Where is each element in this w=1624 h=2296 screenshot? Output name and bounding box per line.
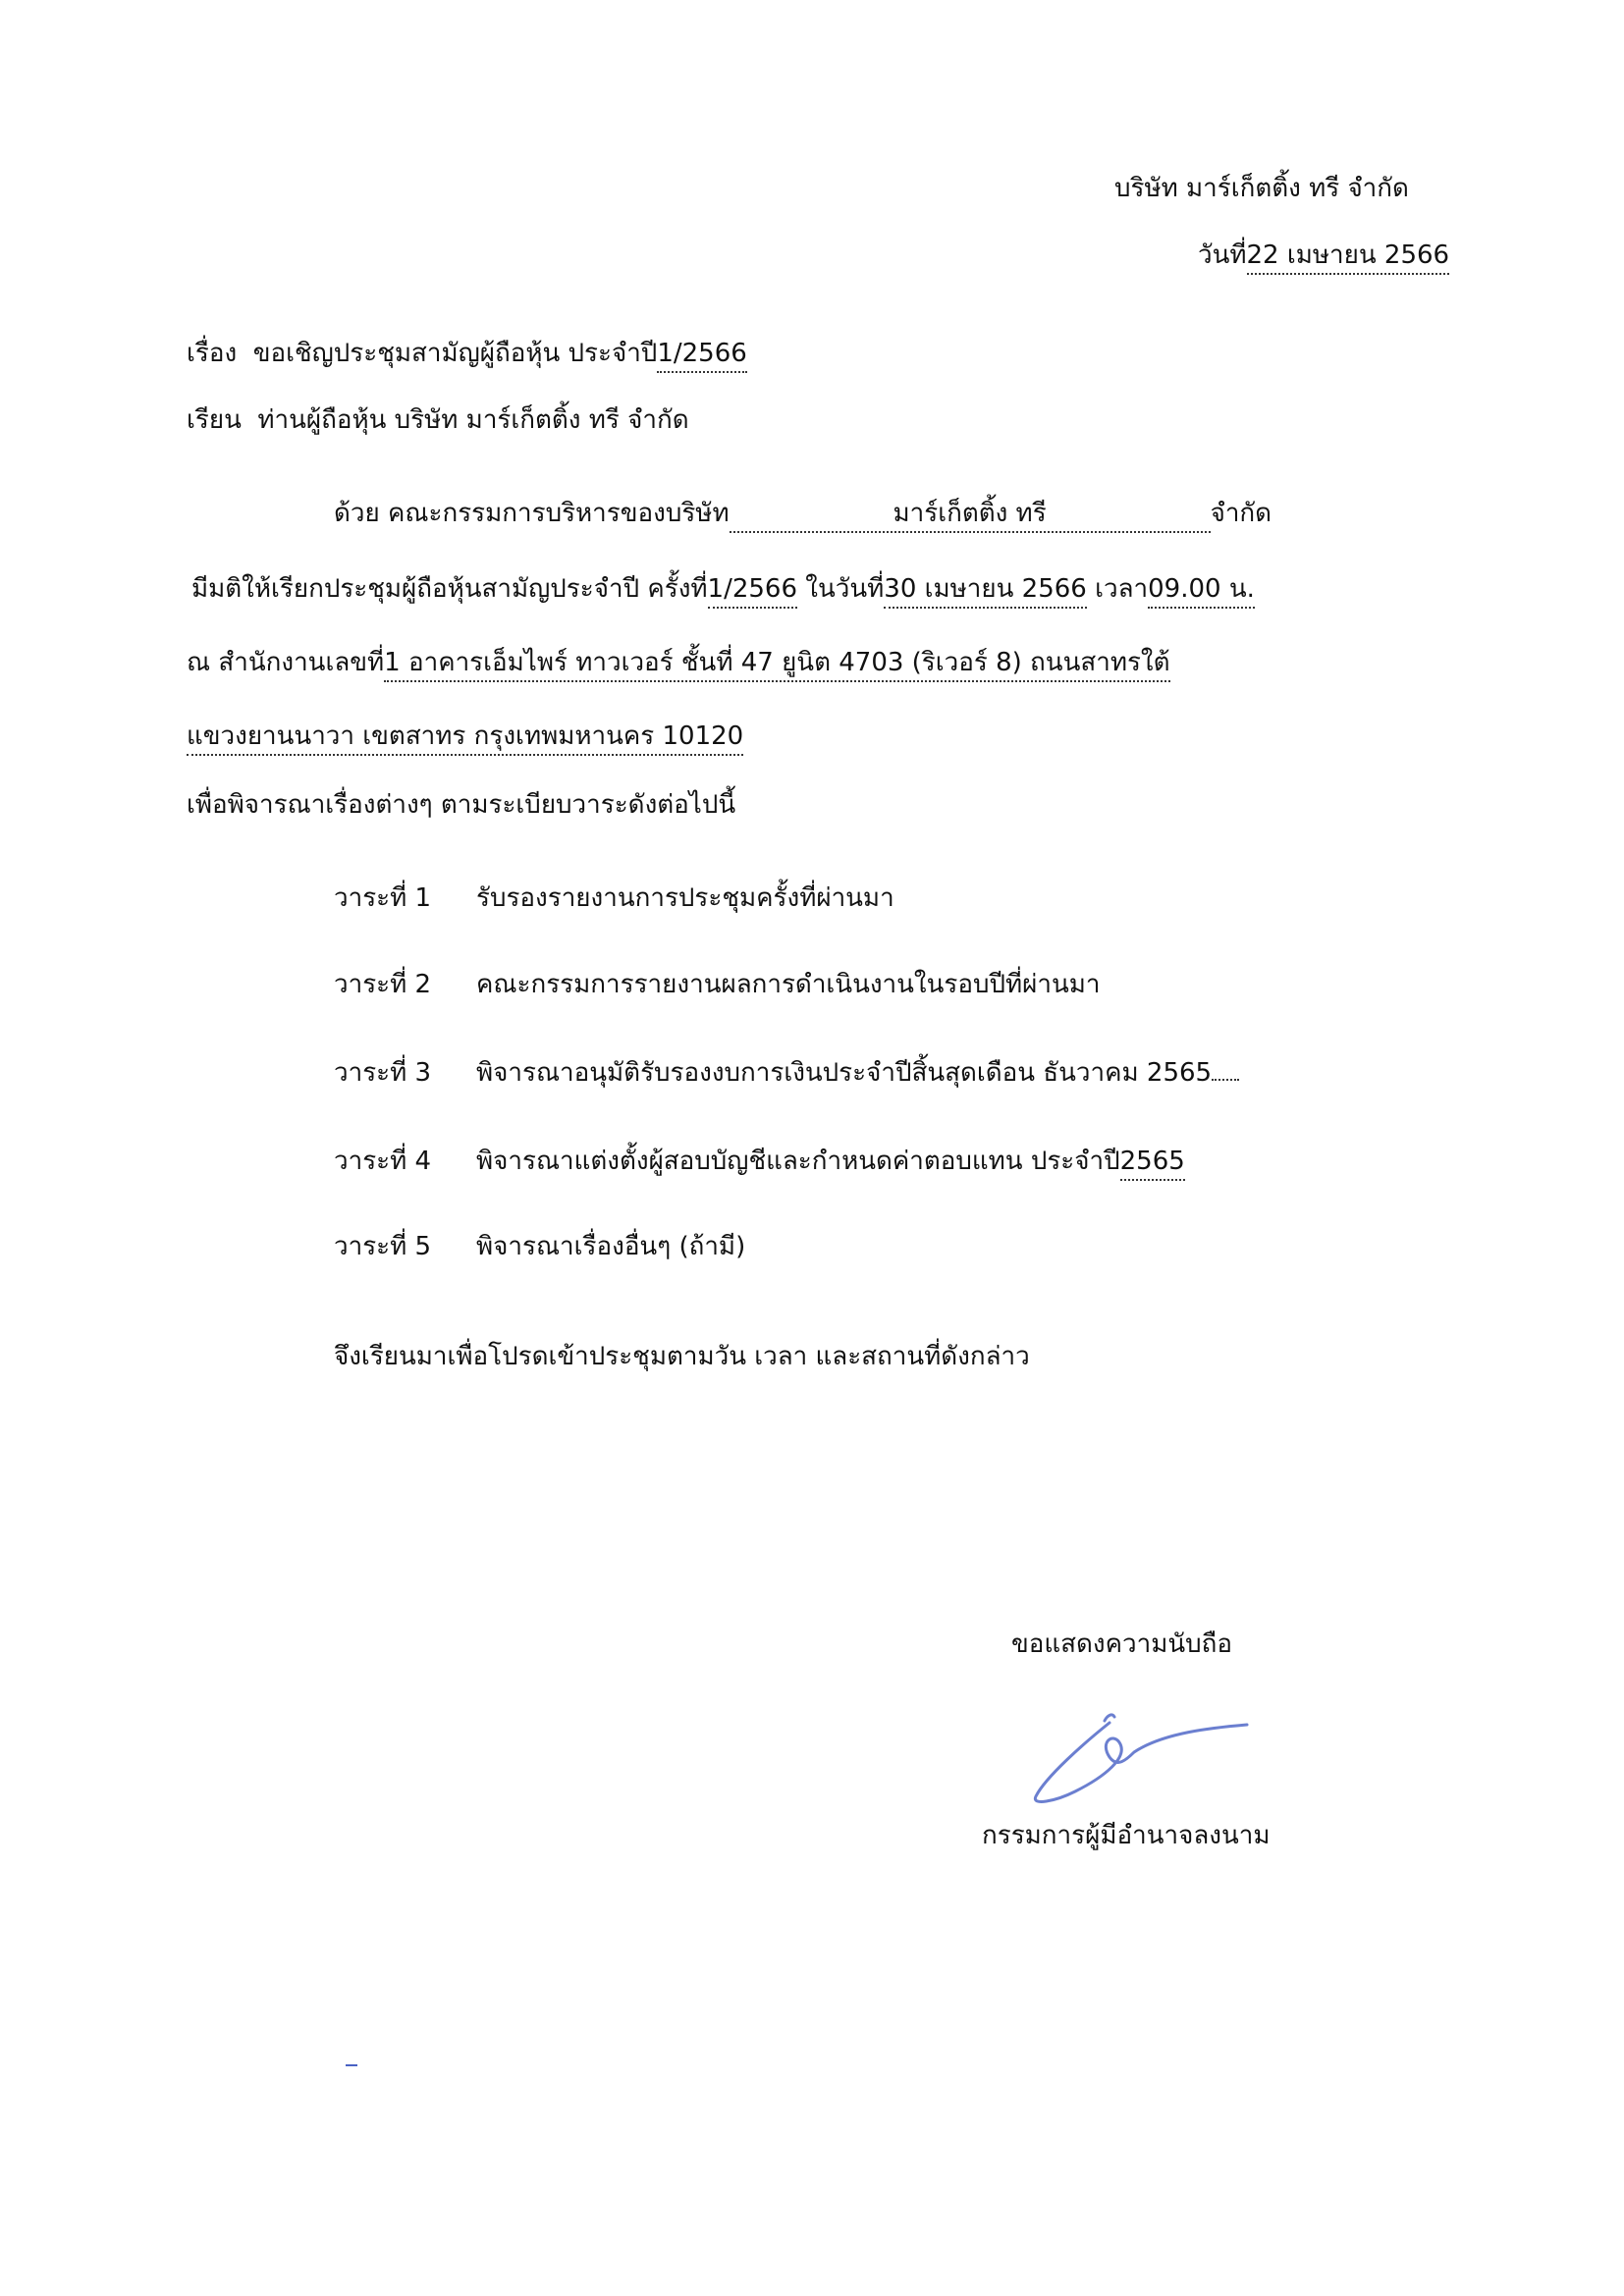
address-fill-continued: แขวงยานนาวา เขตสาทร กรุงเทพมหานคร 10120 [187, 719, 743, 756]
signature-icon [1016, 1703, 1262, 1811]
recipient-text: ท่านผู้ถือหุ้น บริษัท มาร์เก็ตติ้ง ทรี จำกัด [257, 405, 689, 435]
closing-text: จึงเรียนมาเพื่อโปรดเข้าประชุมตามวัน เวลา และสถานที่ดังกล่าว [334, 1342, 1030, 1371]
regards-text: ขอแสดงความนับถือ [1011, 1629, 1232, 1659]
agenda-number: วาระที่ 2 [334, 970, 432, 999]
agenda-item [334, 965, 1100, 1004]
signer-title: กรรมการผู้มีอำนาจลงนาม [982, 1821, 1271, 1850]
body-paragraph-line-2 [191, 569, 1255, 609]
agenda-item [334, 879, 894, 918]
subject-line [187, 334, 747, 373]
agenda-text: พิจารณาเรื่องอื่นๆ (ถ้ามี) [476, 1232, 746, 1261]
body-paragraph-line-4 [187, 717, 743, 756]
meeting-number-fill: 1/2566 [708, 571, 797, 609]
address-fill: 1 อาคารเอ็มไพร์ ทาวเวอร์ ชั้นที่ 47 ยูนิต 4703 (ริเวอร์ 8) ถนนสาทรใต้ [384, 645, 1169, 682]
body-text: ในวันที่ [805, 574, 885, 604]
agenda-item [334, 1227, 745, 1266]
body-paragraph-line-1 [334, 494, 1272, 533]
agenda-number: วาระที่ 5 [334, 1232, 432, 1261]
agenda-number: วาระที่ 3 [334, 1058, 432, 1088]
agenda-item [334, 1142, 1185, 1181]
body-text: ด้วย คณะกรรมการบริหารของบริษัท [334, 499, 730, 528]
body-paragraph-line-5: เพื่อพิจารณาเรื่องต่างๆ ตามระเบียบวาระดังต่อไปนี้ [187, 790, 736, 820]
agenda-item [334, 1053, 1239, 1093]
agenda-fill [1212, 1079, 1239, 1081]
meeting-date-fill: 30 เมษายน 2566 [884, 571, 1087, 609]
subject-label: เรื่อง [187, 339, 238, 368]
agenda-number: วาระที่ 4 [334, 1147, 432, 1176]
recipient-label: เรียน [187, 405, 242, 435]
agenda-text: คณะกรรมการรายงานผลการดำเนินงานในรอบปีที่ผ่านมา [476, 970, 1101, 999]
body-text: จำกัด [1210, 499, 1272, 528]
stray-mark [346, 2064, 357, 2066]
agenda-fill: 2565 [1120, 1144, 1185, 1181]
body-text: ณ สำนักงานเลขที่ [187, 648, 385, 677]
body-text: เวลา [1095, 574, 1149, 604]
company-header: บริษัท มาร์เก็ตติ้ง ทรี จำกัด [1114, 174, 1409, 203]
signature-stroke [1105, 1715, 1114, 1721]
signature-stroke [1035, 1723, 1247, 1801]
agenda-text: รับรองรายงานการประชุมครั้งที่ผ่านมา [476, 883, 894, 913]
body-paragraph-line-3 [187, 643, 1170, 682]
date-prefix: วันที่ [1198, 240, 1247, 270]
agenda-text: พิจารณาอนุมัติรับรองงบการเงินประจำปีสิ้นสุดเดือน ธันวาคม 2565 [476, 1058, 1213, 1088]
company-name-fill: มาร์เก็ตติ้ง ทรี [730, 496, 1211, 533]
body-text: มีมติให้เรียกประชุมผู้ถือหุ้นสามัญประจำปี ครั้งที่ [191, 574, 708, 604]
agenda-text: พิจารณาแต่งตั้งผู้สอบบัญชีและกำหนดค่าตอบแทน ประจำปี [476, 1147, 1120, 1176]
subject-text: ขอเชิญประชุมสามัญผู้ถือหุ้น ประจำปี [252, 339, 658, 368]
meeting-time-fill: 09.00 น. [1148, 571, 1255, 609]
subject-value: 1/2566 [657, 336, 746, 373]
agenda-number: วาระที่ 1 [334, 883, 432, 913]
date-value: 22 เมษายน 2566 [1247, 238, 1450, 275]
recipient-line [187, 400, 689, 440]
letter-date [1198, 236, 1449, 275]
